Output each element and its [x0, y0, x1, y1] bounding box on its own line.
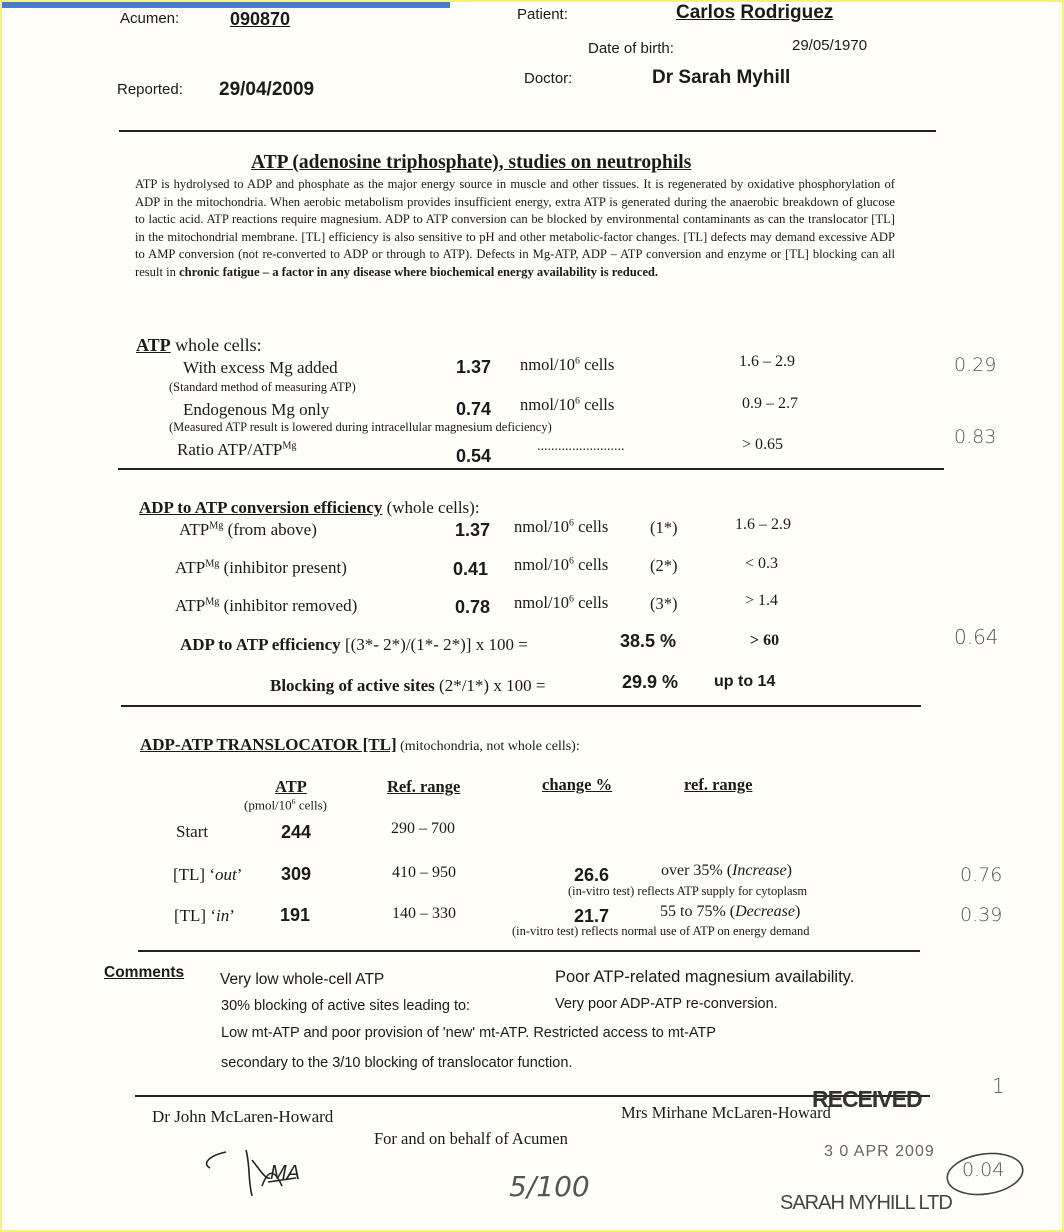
handwritten-circled-value: 0.04 — [962, 1159, 1005, 1181]
handwritten-note-1: 0.29 — [954, 354, 997, 376]
whole-cells-heading-atp: ATP — [136, 335, 171, 355]
signature-initials: MA — [270, 1162, 300, 1184]
doctor-name: Dr Sarah Myhill — [652, 67, 791, 88]
col-header-ref-range: Ref. range — [387, 777, 461, 796]
col-header-atp-unit: ($pmol/10^6$ cells) — [244, 797, 327, 813]
conv-row-inhibitor-removed-unit: nmol/$10^6$ cells — [514, 593, 609, 612]
doctor-label: Doctor: — [524, 70, 573, 87]
row-endogenous-mg-note: (Measured ATP result is lowered during intracellular magnesium deficiency) — [169, 420, 552, 434]
conv-row-inhibitor-removed-value: 0.78 — [455, 597, 491, 617]
section-divider-3 — [138, 950, 920, 952]
comment-line-3: Low mt-ATP and poor provision of 'new' mt-ATP. Restricted access to mt-ATP — [221, 1025, 716, 1041]
reported-date: 29/04/2009 — [219, 79, 315, 100]
tl-row-out-note: (in-vitro test) reflects ATP supply for cytoplasm — [568, 884, 808, 898]
header-divider — [119, 130, 936, 132]
section-divider-2 — [121, 705, 921, 707]
translocator-heading — [140, 735, 580, 755]
comment-line-1b: Poor ATP-related magnesium availability. — [555, 968, 855, 986]
efficiency-value: 38.5 % — [620, 631, 677, 651]
comment-line-2b: Very poor ADP-ATP re-conversion. — [555, 996, 778, 1012]
conv-row-from-above-tag: (1*) — [650, 518, 678, 537]
conv-row-inhibitor-present-label: $ATP^{Mg}$ (inhibitor present) — [175, 558, 347, 577]
patient-last-name: Rodriguez — [740, 2, 834, 23]
row-excess-mg-ref: 1.6 – 2.9 — [739, 353, 795, 370]
reported-label: Reported: — [117, 81, 183, 98]
handwritten-tick: 1 — [992, 1074, 1005, 1098]
translocator-heading-rest: (mitochondria, not whole cells): — [396, 739, 580, 754]
comment-line-2a: 30% blocking of active sites leading to: — [221, 998, 471, 1014]
tl-row-in-ref: 140 – 330 — [392, 905, 456, 922]
handwritten-note-4: 0.76 — [960, 864, 1003, 886]
col-header-atp: ATP — [275, 777, 307, 796]
tl-row-in-atp: 191 — [280, 905, 311, 925]
col-header-ref-range-2: ref. range — [684, 775, 753, 794]
efficiency-formula: [(3*- 2*)/(1*- 2*)] x 100 = — [340, 635, 528, 654]
conv-row-from-above-ref: 1.6 – 2.9 — [735, 516, 791, 533]
conversion-heading — [139, 498, 480, 518]
comment-line-4: secondary to the 3/10 blocking of translocator function. — [221, 1055, 573, 1071]
handwritten-fraction: 5/100 — [509, 1170, 590, 1203]
row-excess-mg-label: With excess Mg added — [183, 358, 338, 377]
received-stamp: RECEIVED — [812, 1086, 922, 1112]
tl-row-out-change: 26.6 — [574, 865, 610, 885]
tl-row-start-ref: 290 – 700 — [391, 820, 455, 837]
conv-row-inhibitor-present-value: 0.41 — [453, 559, 489, 579]
conv-row-inhibitor-removed-ref: > 1.4 — [745, 592, 779, 609]
row-endogenous-mg-ref: 0.9 – 2.7 — [742, 395, 798, 412]
comment-line-1a: Very low whole-cell ATP — [220, 971, 385, 988]
conv-row-from-above-label: $ATP^{Mg}$ (from above) — [179, 520, 317, 539]
conv-row-inhibitor-removed-tag: (3*) — [650, 594, 678, 613]
signatory-1: Dr John McLaren-Howard — [152, 1107, 334, 1126]
conv-row-inhibitor-present-unit: nmol/$10^6$ cells — [514, 555, 609, 574]
row-ratio-value: 0.54 — [456, 446, 492, 466]
row-endogenous-mg-value: 0.74 — [456, 399, 492, 419]
row-excess-mg-unit: nmol/$10^6$ cells — [520, 355, 615, 374]
tl-row-start-label: Start — [176, 822, 209, 841]
tl-row-in-change: 21.7 — [574, 906, 610, 926]
tl-row-in-ref2: 55 to 75% (Decrease) — [660, 903, 801, 920]
stamp-date: 3 0 APR 2009 — [824, 1143, 935, 1160]
behalf-line: For and on behalf of Acumen — [374, 1129, 568, 1148]
report-title: ATP (adenosine triphosphate), studies on neutrophils — [251, 152, 692, 173]
row-endogenous-mg-unit: nmol/$10^6$ cells — [520, 395, 615, 414]
tl-row-out-ref2: over 35% (Increase) — [661, 862, 792, 879]
handwritten-note-2: 0.83 — [954, 426, 997, 448]
blocking-value: 29.9 % — [622, 672, 679, 692]
conv-row-inhibitor-present-ref: < 0.3 — [745, 555, 779, 572]
patient-label: Patient: — [517, 6, 568, 23]
dob-label: Date of birth: — [588, 40, 674, 57]
footer-divider — [135, 1095, 930, 1097]
handwritten-note-3: 0.64 — [954, 625, 999, 649]
conversion-heading-main: ADP to ATP conversion efficiency — [139, 498, 383, 517]
blocking-row — [270, 676, 545, 696]
row-ratio-ref: > 0.65 — [742, 436, 784, 453]
row-endogenous-mg-label: Endogenous Mg only — [183, 400, 330, 419]
patient-name — [676, 2, 833, 24]
handwritten-note-5: 0.39 — [960, 904, 1003, 926]
translocator-heading-main: ADP-ATP TRANSLOCATOR [TL] — [140, 735, 397, 754]
dob-value: 29/05/1970 — [792, 37, 868, 54]
top-color-bar — [2, 2, 450, 8]
conversion-heading-rest: (whole cells): — [382, 498, 480, 517]
intro-paragraph — [135, 176, 895, 282]
efficiency-ref: > 60 — [750, 632, 780, 649]
comments-label: Comments — [104, 964, 185, 981]
acumen-label: Acumen: — [120, 10, 180, 27]
row-excess-mg-note: (Standard method of measuring ATP) — [169, 380, 356, 394]
efficiency-row — [180, 635, 528, 655]
signature-drawing — [198, 1140, 328, 1202]
patient-first-name: Carlos — [676, 2, 736, 23]
blocking-ref: up to 14 — [714, 673, 776, 690]
conv-row-inhibitor-removed-label: $ATP^{Mg}$ (inhibitor removed) — [175, 596, 358, 615]
row-ratio-leader: ......................... — [537, 439, 625, 454]
col-header-change: change % — [542, 775, 613, 794]
blocking-formula: (2*/1*) x 100 = — [434, 676, 546, 695]
conv-row-inhibitor-present-tag: (2*) — [650, 556, 678, 575]
blocking-label: Blocking of active sites — [270, 676, 435, 695]
signatory-2: Mrs Mirhane McLaren-Howard — [621, 1103, 831, 1122]
efficiency-label: ADP to ATP efficiency — [180, 635, 341, 654]
conv-row-from-above-value: 1.37 — [455, 520, 491, 540]
row-excess-mg-value: 1.37 — [456, 357, 492, 377]
whole-cells-heading — [136, 335, 262, 356]
tl-row-out-atp: 309 — [281, 864, 312, 884]
tl-row-out-label: [TL] ‘out’ — [173, 865, 243, 884]
stamp-name: SARAH MYHILL LTD — [780, 1192, 952, 1214]
tl-row-start-atp: 244 — [281, 822, 312, 842]
whole-cells-heading-rest: whole cells: — [170, 335, 262, 355]
intro-text: ATP is hydrolysed to ADP and phosphate as the major energy source in muscle and other tissues. It is regenerated by oxidative phosphorylation of ADP in the mitochondria. When aerobic metabolism provides insufficient energy, extra ATP is generated during the anaerobic breakdown of glucose to lactic acid. ATP reactions require magnesium. ADP to ATP conversion can be blocked by environmental contaminants as can the translocator [TL] in the mitochondrial membrane. [TL] efficiency is also sensitive to pH and other metabolic-factor changes. [TL] defects may demand excessive ADP to AMP conversion (not re-converted to ADP or through to ATP). Defects in Mg-ATP, ADP – ATP conversion and enzyme or [TL] blocking can all result in — [135, 177, 895, 279]
acumen-id: 090870 — [230, 9, 291, 29]
row-ratio-label: Ratio ATP/$ATP^{Mg}$ — [177, 440, 297, 459]
tl-row-in-label: [TL] ‘in’ — [174, 906, 235, 925]
intro-bold-text: chronic fatigue – a factor in any disease where biochemical energy availability is reduced. — [179, 264, 659, 279]
conv-row-from-above-unit: nmol/$10^6$ cells — [514, 517, 609, 536]
section-divider-1 — [118, 468, 944, 470]
tl-row-in-note: (in-vitro test) reflects normal use of ATP on energy demand — [512, 924, 810, 938]
tl-row-out-ref: 410 – 950 — [392, 864, 456, 881]
